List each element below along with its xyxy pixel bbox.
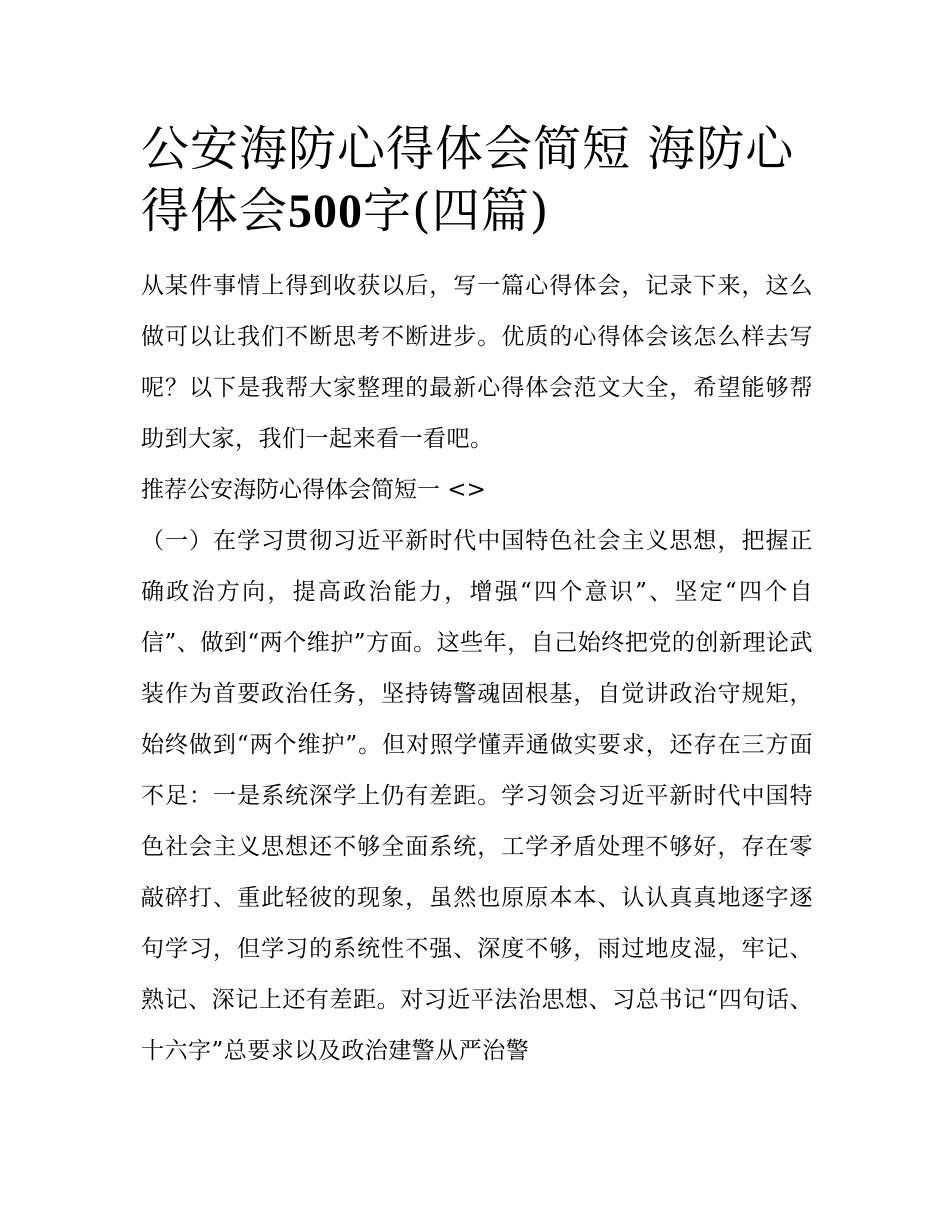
- section-heading: 推荐公安海防心得体会简短一 <>: [141, 477, 486, 503]
- intro-paragraph: 从某件事情上得到收获以后，写一篇心得体会，记录下来，这么做可以让我们不断思考不断进步。优质的心得体会该怎么样去写呢？以下是我帮大家整理的最新心得体会范文大全，希望能够帮助到大家，我们一起来看一看吧。: [141, 273, 813, 452]
- title-text-part2: 字(四篇): [363, 183, 550, 239]
- body-paragraph: （一）在学习贯彻习近平新时代中国特色社会主义思想，把握正确政治方向，提高政治能力，增强“四个意识”、坚定“四个自信”、做到“两个维护”方面。这些年，自己始终把党的创新理论武装作为首要政治任务，坚持铸警魂固根基，自觉讲政治守规矩，始终做到“两个维护”。但对照学懂弄通做实要求，还存在三方面不足：一是系统深学上仍有差距。学习领会习近平新时代中国特色社会主义思想还不够全面系统，工学矛盾处理不够好，存在零敲碎打、重此轻彼的现象，虽然也原原本本、认认真真地逐字逐句学习，但学习的系统性不强、深度不够，雨过地皮湿，牢记、熟记、深记上还有差距。对习近平法治思想、习总书记“四句话、十六字”总要求以及政治建警从严治警: [141, 528, 813, 1064]
- document-content: [141, 118, 813, 1077]
- title-text-part1: 公安海防心得体会简短 海防心得体会: [141, 121, 795, 239]
- title-number: 500: [288, 185, 364, 238]
- document-title: [141, 118, 813, 243]
